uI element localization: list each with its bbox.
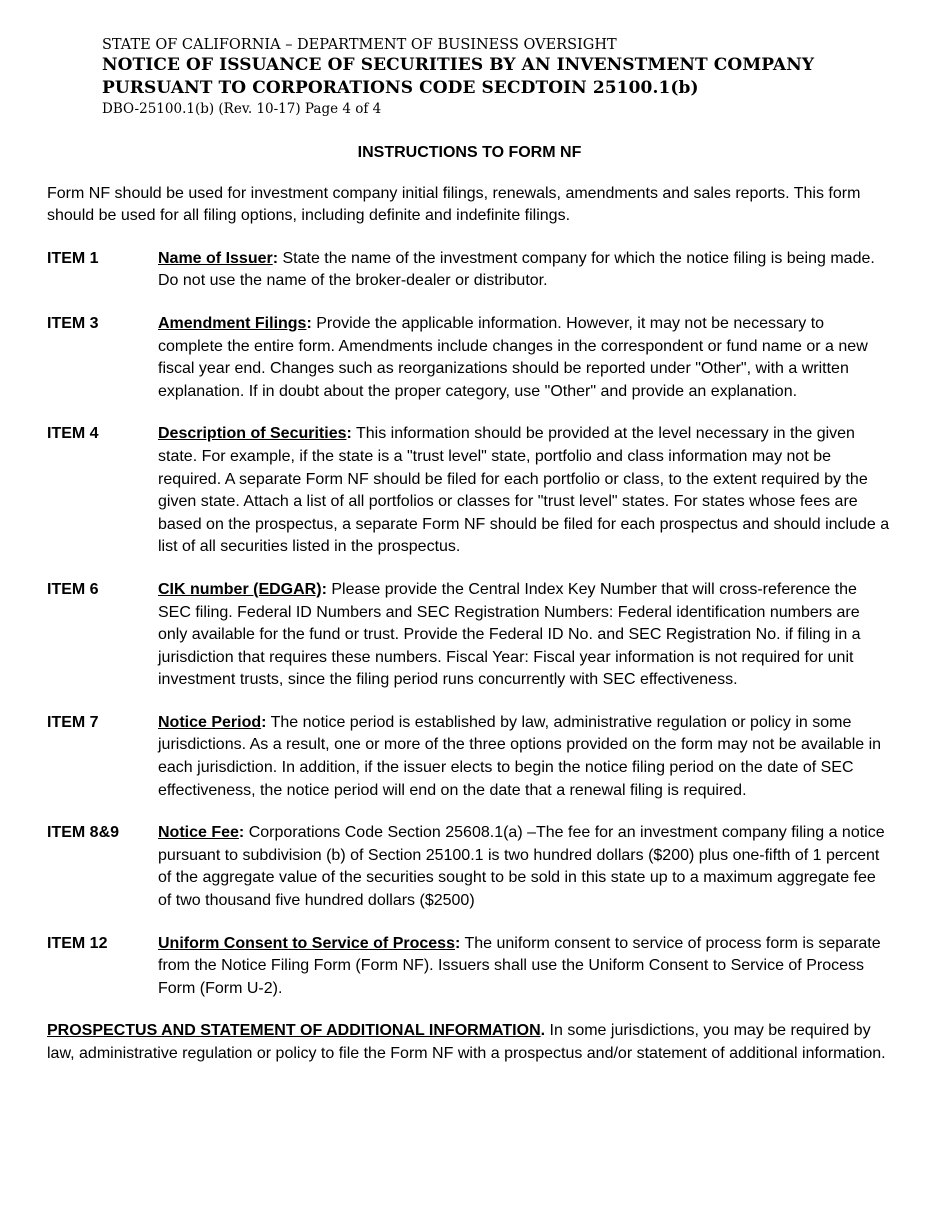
item-label: ITEM 8&9 xyxy=(47,824,120,842)
item-4 xyxy=(47,423,892,559)
item-label: ITEM 3 xyxy=(47,314,99,332)
instructions-title: INSTRUCTIONS TO FORM NF xyxy=(357,144,582,161)
item-1 xyxy=(47,248,892,293)
item-colon: : xyxy=(238,824,245,842)
item-text: This information should be provided at the level necessary in the given state. For example, if the state is a "trust level" state, portfolio and class information may not be required. A separate Form NF should be filed for each portfolio or class, to the extent required by the given state. Attach a list of all portfolios or classes for "trust level" states. For states whose fees are based on the prospectus, a separate Form NF should be filed for each prospectus and should include a list of all securities listed in the prospectus. xyxy=(158,425,890,556)
item-term: Amendment Filings xyxy=(158,314,307,332)
closing-paragraph xyxy=(47,1020,892,1065)
item-term: Notice Period xyxy=(158,713,262,731)
item-term: Name of Issuer xyxy=(158,249,273,267)
item-colon: : xyxy=(346,425,352,443)
item-8-9 xyxy=(47,822,892,912)
document-header xyxy=(102,36,814,118)
closing-text: In some jurisdictions, you may be required by law, administrative regulation or policy to file the Form NF with a prospectus and/or statement of additional information. xyxy=(47,1022,886,1062)
item-term: CIK number (EDGAR) xyxy=(158,580,322,598)
item-colon: : xyxy=(306,314,312,332)
item-body xyxy=(158,933,892,1001)
item-colon: : xyxy=(454,934,461,952)
item-body xyxy=(158,248,892,293)
intro-paragraph: Form NF should be used for investment company initial filings, renewals, amendments and sales reports. This form should be used for all filing options, including definite and indefinite filings. xyxy=(47,184,861,225)
item-colon: : xyxy=(261,713,267,731)
item-term: Description of Securities xyxy=(158,425,347,443)
item-12 xyxy=(47,933,892,1001)
item-term: Uniform Consent to Service of Process xyxy=(158,934,455,952)
form-revision: DBO-25100.1(b) (Rev. 10-17) Page 4 of 4 xyxy=(102,101,382,117)
item-text: The notice period is established by law, administrative regulation or policy in some jurisdictions. As a result, one or more of the three options provided on the form may not be available in each jurisdiction. In addition, if the issuer elects to begin the notice filing period on the date of SEC effectiveness, the notice period will end on the date that a renewal filing is required. xyxy=(158,713,882,799)
document-body xyxy=(47,142,892,1082)
item-3 xyxy=(47,313,892,403)
item-term: Notice Fee xyxy=(158,824,239,842)
item-text: Corporations Code Section 25608.1(a) –The fee for an investment company filing a notice pursuant to subdivision (b) of Section 25100.1 is two hundred dollars ($200) plus one-fifth of 1 percent of the aggregate value of the securities sought to be sold in this state up to a maximum aggregate fee of two thousand five hundred dollars ($2500) xyxy=(158,824,885,910)
item-text: Please provide the Central Index Key Number that will cross-reference the SEC filing. Federal ID Numbers and SEC Registration Numbers: Federal identification numbers are only available for the fund or trust. Provide the Federal ID No. and SEC Registration No. if filing in a jurisdiction that requires these numbers. Fiscal Year: Fiscal year information is not required for unit investment trusts, since the filing period runs concurrently with SEC effectiveness. xyxy=(158,580,861,689)
item-text: State the name of the investment company for which the notice filing is being made. Do not use the name of the broker-dealer or distributor. xyxy=(158,249,875,290)
item-label: ITEM 7 xyxy=(47,713,99,731)
item-body xyxy=(158,579,892,692)
item-body xyxy=(158,423,892,559)
item-text: Provide the applicable information. However, it may not be necessary to complete the entire form. Amendments include changes in the correspondent or fund name or a new fiscal year end. Changes such as reorganizations should be reported under "Other", with a written explanation. If in doubt about the proper category, use "Other" and provide an explanation. xyxy=(158,314,868,400)
department-line: STATE OF CALIFORNIA – DEPARTMENT OF BUSINESS OVERSIGHT xyxy=(102,37,617,53)
closing-punct: . xyxy=(540,1022,546,1040)
closing-term: PROSPECTUS AND STATEMENT OF ADDITIONAL INFORMATION xyxy=(47,1022,541,1040)
item-body xyxy=(158,712,892,802)
item-colon: : xyxy=(321,580,327,598)
form-title-line2: PURSUANT TO CORPORATIONS CODE SECDTOIN 25100.1(b) xyxy=(102,78,699,98)
item-label: ITEM 12 xyxy=(47,934,108,952)
form-title-line1: NOTICE OF ISSUANCE OF SECURITIES BY AN INVENSTMENT COMPANY xyxy=(102,55,815,75)
item-body xyxy=(158,313,892,403)
item-body xyxy=(158,822,892,912)
item-colon: : xyxy=(272,249,279,267)
item-label: ITEM 1 xyxy=(47,249,99,267)
item-7 xyxy=(47,712,892,802)
item-text: The uniform consent to service of process form is separate from the Notice Filing Form (Form NF). Issuers shall use the Uniform Consent to Service of Process Form (Form U-2). xyxy=(158,934,881,997)
item-6 xyxy=(47,579,892,692)
item-label: ITEM 6 xyxy=(47,580,99,598)
item-label: ITEM 4 xyxy=(47,425,99,443)
